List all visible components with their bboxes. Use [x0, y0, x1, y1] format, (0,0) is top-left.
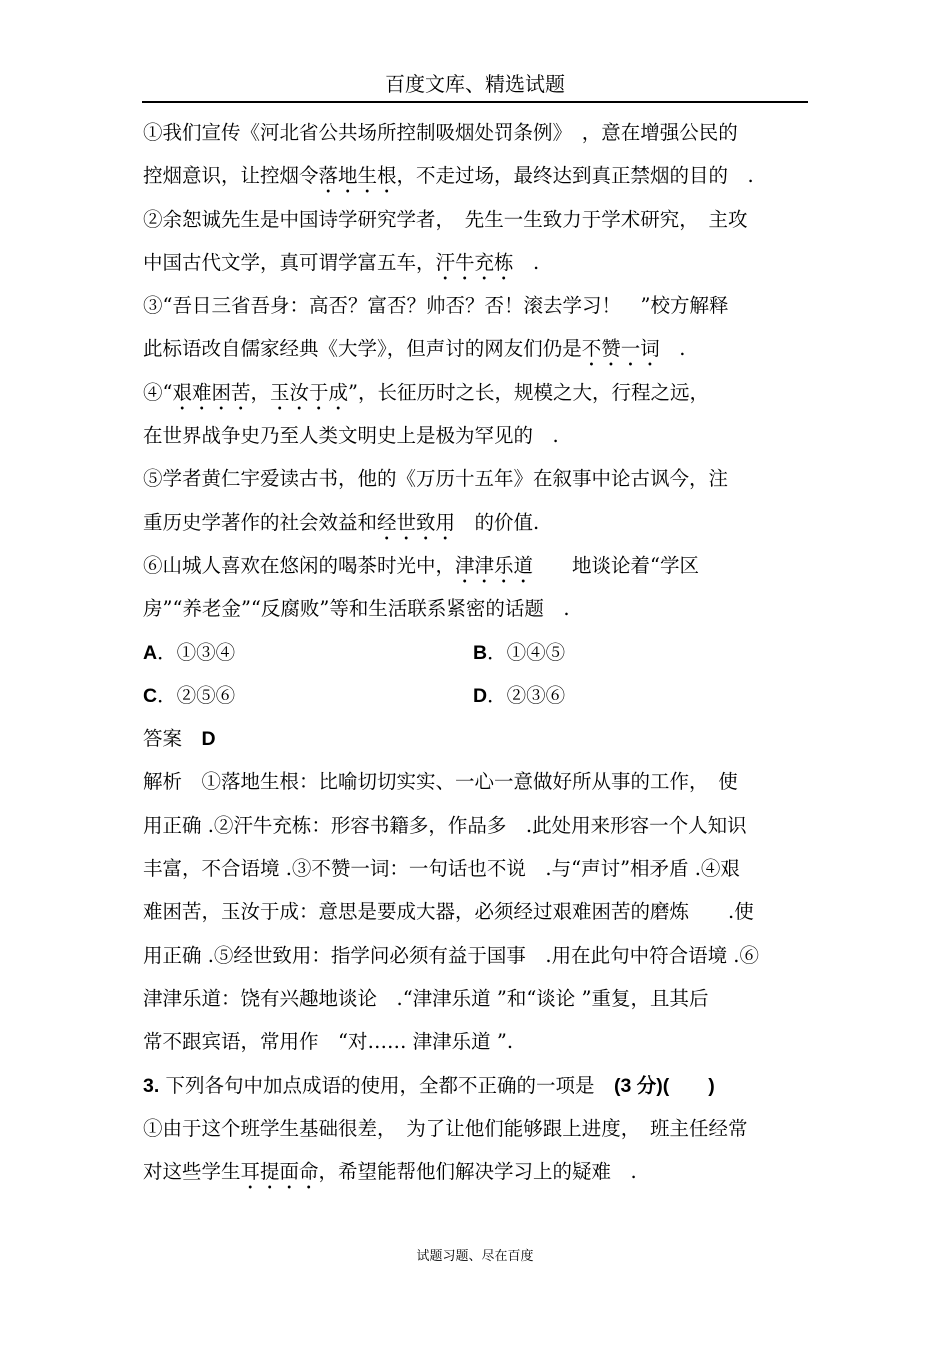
- analysis-line-4: 难困苦，玉汝于成：意思是要成大器，必须经过艰难困苦的磨炼 .使: [143, 900, 754, 924]
- page-header-title: 百度文库、精选试题: [385, 72, 565, 96]
- item-4-line-2: 在世界战争史乃至人类文明史上是极为罕见的 .: [143, 424, 559, 448]
- analysis-line-5: 用正确 .⑤经世致用：指学问必须有益于国事 .用在此句中符合语境 .⑥: [143, 943, 759, 967]
- text: ，: [250, 380, 271, 404]
- text: ⑥山城人喜欢在悠闲的喝茶时光中，: [143, 553, 456, 577]
- dotted-idiom: 汗牛充栋: [435, 250, 514, 274]
- item-2-line-2: [143, 241, 803, 284]
- text: ④“: [143, 380, 173, 404]
- answer-value: D: [201, 728, 216, 751]
- text: .: [659, 337, 686, 361]
- answer-label: 答案: [143, 727, 202, 751]
- question-score: (3 分)( ): [613, 1074, 715, 1097]
- analysis-line-3: 丰富，不合语境 .③不赞一词：一句话也不说 .与“声讨”相矛盾 .④艰: [143, 857, 740, 881]
- item-6-line-1: [143, 544, 803, 587]
- options-row-1: [143, 631, 803, 674]
- analysis-line-7: 常不跟宾语，常用作 “对…… 津津乐道 ”.: [143, 1030, 514, 1054]
- page-footer: 试题习题、尽在百度: [416, 1249, 534, 1264]
- q3-item-1-line-1: ①由于这个班学生基础很差， 为了让他们能够跟上进度， 班主任经常: [143, 1116, 748, 1140]
- item-3-line-2: [143, 327, 803, 370]
- dotted-idiom: 不赞一词: [581, 337, 660, 361]
- option-b: [473, 631, 803, 674]
- text: 的价值.: [455, 510, 540, 534]
- question-3-stem: [143, 1064, 803, 1107]
- analysis-line-1: 解析 ①落地生根：比喻切切实实、一心一意做好所从事的工作， 使: [143, 770, 738, 794]
- option-text: ．①③④: [157, 640, 236, 664]
- dotted-idiom: 艰难困苦: [172, 380, 251, 404]
- question-number: 3.: [143, 1074, 160, 1097]
- options-row-2: [143, 674, 803, 717]
- item-4-line-1: [143, 371, 803, 414]
- item-1-line-2: [143, 154, 803, 197]
- analysis-line-2: 用正确 .②汗牛充栋：形容书籍多，作品多 .此处用来形容一个人知识: [143, 813, 747, 837]
- option-c: [143, 674, 473, 717]
- answer-line: [143, 717, 803, 760]
- text: 此标语改自儒家经典《大学》，但声讨的网友们仍是: [143, 337, 582, 361]
- text: .: [513, 250, 540, 274]
- item-5-line-1: ⑤学者黄仁宇爱读古书，他的《万历十五年》在叙事中论古讽今，注: [143, 467, 729, 491]
- dotted-idiom: 经世致用: [377, 510, 456, 534]
- item-3-line-1: ③“吾日三省吾身：高否？富否？帅否？否！滚去学习！ ”校方解释: [143, 294, 729, 318]
- question-text: 下列各句中加点成语的使用，全都不正确的一项是: [159, 1073, 614, 1097]
- option-letter: D: [473, 684, 488, 707]
- option-a: [143, 631, 473, 674]
- text: 重历史学著作的社会效益和: [143, 510, 378, 534]
- option-text: ．①④⑤: [487, 640, 566, 664]
- item-2-line-1: ②余恕诚先生是中国诗学研究学者， 先生一生致力于学术研究， 主攻: [143, 207, 748, 231]
- text: ”，长征历时之长，规模之大，行程之远，: [348, 380, 710, 404]
- header-divider: [142, 101, 808, 103]
- q3-item-1-line-2: [143, 1150, 803, 1193]
- text: 地谈论着“学区: [533, 553, 700, 577]
- option-letter: A: [143, 641, 158, 664]
- item-1-line-1: ①我们宣传《河北省公共场所控制吸烟处罚条例》 ，意在增强公民的: [143, 121, 738, 144]
- text: ，希望能帮他们解决学习上的疑难 .: [318, 1160, 637, 1184]
- option-text: ．②⑤⑥: [157, 683, 236, 707]
- analysis-line-6: 津津乐道：饶有兴趣地谈论 .“津津乐道 ”和“谈论 ”重复，且其后: [143, 986, 709, 1010]
- text: ，不走过场，最终达到真正禁烟的目的 .: [396, 164, 754, 188]
- option-d: [473, 674, 803, 717]
- dotted-idiom: 耳提面命: [240, 1160, 319, 1184]
- option-letter: B: [473, 641, 488, 664]
- dotted-idiom: 津津乐道: [455, 553, 534, 577]
- dotted-idiom: 玉汝于成: [270, 380, 349, 404]
- item-6-line-2: 房”“养老金”“反腐败”等和生活联系紧密的话题 .: [143, 597, 570, 621]
- item-5-line-2: [143, 501, 803, 544]
- dotted-idiom: 落地生根: [318, 164, 397, 188]
- option-letter: C: [143, 684, 158, 707]
- text: 控烟意识，让控烟令: [143, 164, 319, 188]
- text: 对这些学生: [143, 1160, 241, 1184]
- text: 中国古代文学，真可谓学富五车，: [143, 250, 436, 274]
- document-body: [143, 111, 803, 1193]
- option-text: ．②③⑥: [487, 683, 566, 707]
